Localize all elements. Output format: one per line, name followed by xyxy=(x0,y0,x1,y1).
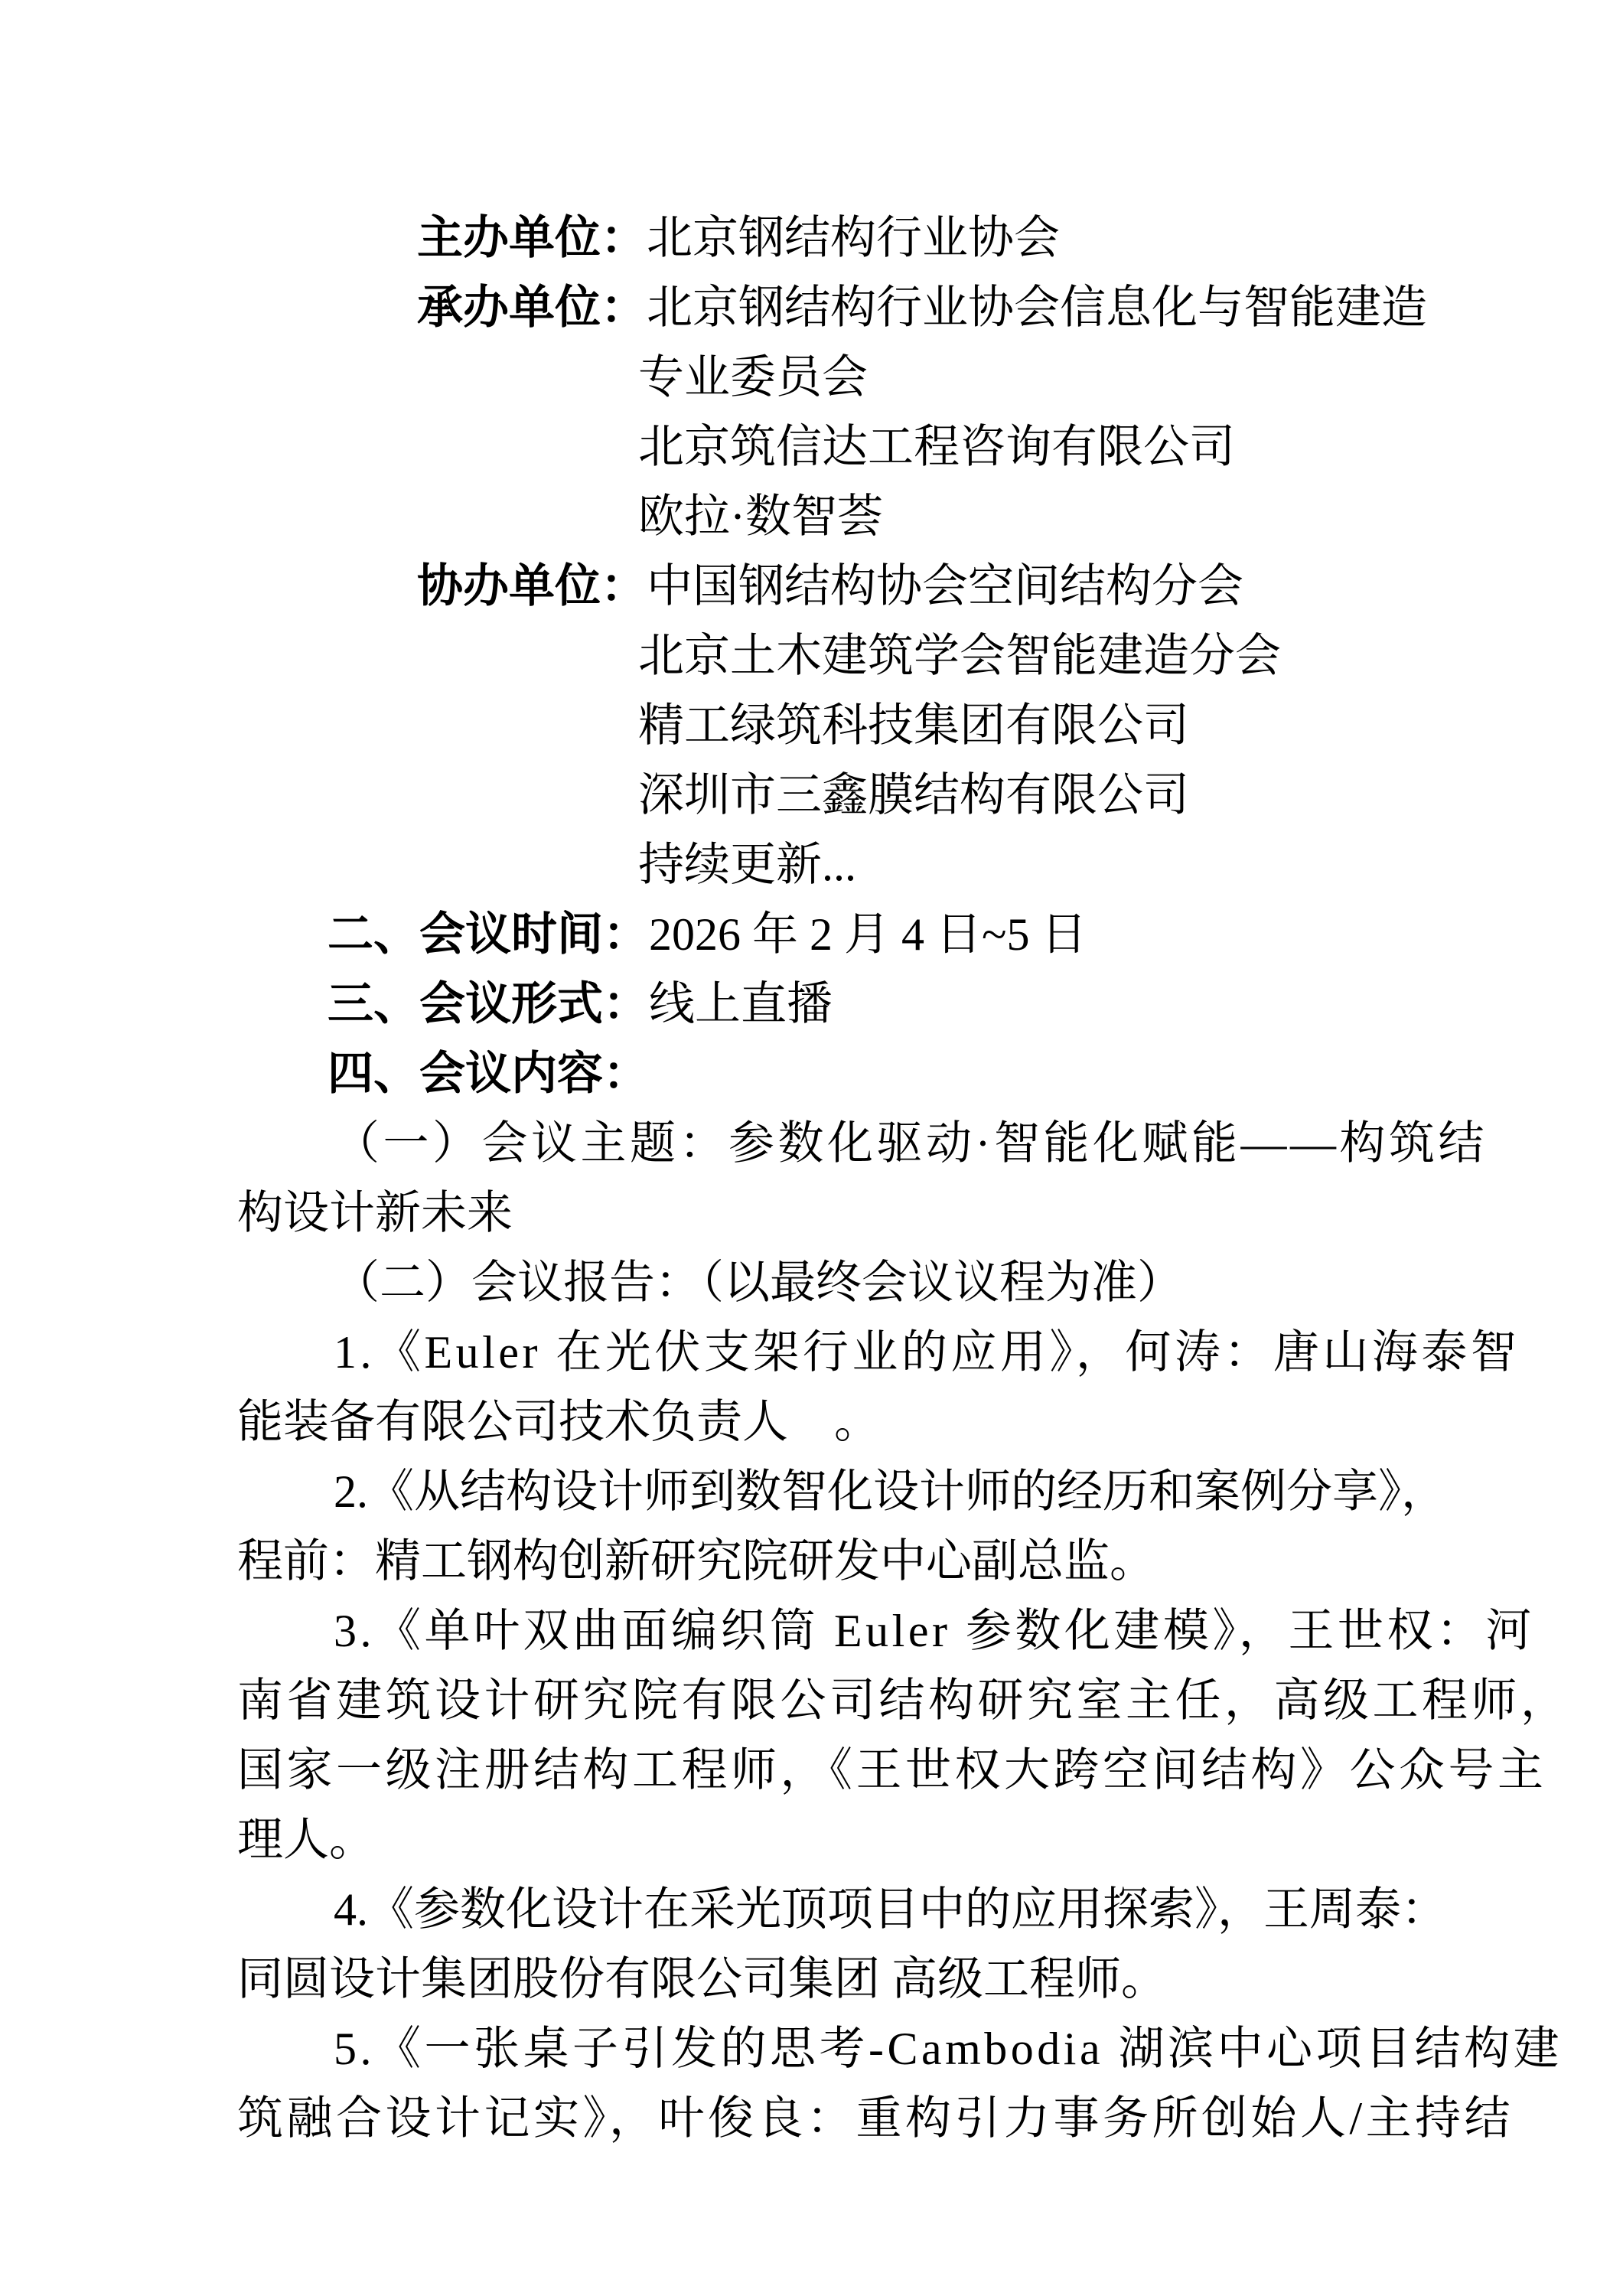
report-item-cont-text: 理人。 xyxy=(237,1815,375,1865)
section-content-line xyxy=(328,1039,1623,1109)
section-format-value: 线上直播 xyxy=(649,979,833,1029)
theme-line xyxy=(334,1109,1623,1179)
host-unit-line xyxy=(417,204,1623,273)
document-body xyxy=(0,204,1623,2154)
theme-text: （一）会议主题：参数化驱动·智能化赋能——构筑结 xyxy=(334,1118,1488,1169)
co-organizer-unit-label: 协办单位： xyxy=(417,561,647,612)
co-organizer-unit-value: 中国钢结构协会空间结构分会 xyxy=(647,561,1243,612)
report-item-cont-text: 程前：精工钢构创新研究院研发中心副总监。 xyxy=(237,1536,1155,1587)
report-item-cont-line xyxy=(237,1805,1623,1875)
report-item-text: 4.《参数化设计在采光顶项目中的应用探索》，王周泰： xyxy=(334,1884,1447,1935)
report-header-text: （二）会议报告：（以最终会议议程为准） xyxy=(334,1257,1183,1308)
report-item-cont-line xyxy=(237,1388,1623,1457)
report-item-cont-line xyxy=(237,1666,1623,1736)
organizer-unit-value: 北京钢结构行业协会信息化与智能建造 xyxy=(647,282,1427,333)
organizer-unit-line xyxy=(417,273,1623,343)
co-organizer-cont-line xyxy=(638,761,1623,830)
co-organizer-unit-line xyxy=(417,552,1623,621)
report-item-line xyxy=(334,1318,1623,1388)
report-item-text: 3.《单叶双曲面编织筒 Euler 参数化建模》，王世权：河 xyxy=(334,1606,1535,1656)
report-item-line xyxy=(334,1457,1623,1527)
section-format-label: 三、会议形式： xyxy=(328,979,649,1029)
report-item-cont-text: 南省建筑设计研究院有限公司结构研究室主任，高级工程师， xyxy=(237,1675,1570,1726)
report-item-cont-text: 筑融合设计记实》，叶俊良：重构引力事务所创始人/主持结 xyxy=(237,2093,1514,2144)
co-organizer-cont-line xyxy=(638,621,1623,691)
organizer-unit-label: 承办单位： xyxy=(417,282,647,333)
co-organizer-cont-text: 持续更新... xyxy=(638,840,856,890)
organizer-cont-text: 北京筑信达工程咨询有限公司 xyxy=(638,422,1235,472)
host-unit-label: 主办单位： xyxy=(417,213,647,263)
co-organizer-cont-line xyxy=(638,830,1623,900)
report-item-cont-text: 能装备有限公司技术负责人 。 xyxy=(237,1397,880,1447)
organizer-cont-line xyxy=(638,343,1623,413)
co-organizer-cont-text: 深圳市三鑫膜结构有限公司 xyxy=(638,770,1189,820)
report-item-text: 1.《Euler 在光伏支架行业的应用》，何涛：唐山海泰智 xyxy=(334,1327,1520,1378)
section-content-label: 四、会议内容： xyxy=(328,1049,649,1099)
report-item-line xyxy=(334,2014,1623,2084)
host-unit-value: 北京钢结构行业协会 xyxy=(647,213,1060,263)
report-item-cont-line xyxy=(237,2084,1623,2154)
organizer-cont-line xyxy=(638,482,1623,552)
section-time-line xyxy=(328,900,1623,970)
report-item-line xyxy=(334,1875,1623,1945)
report-item-cont-line xyxy=(237,1945,1623,2014)
report-item-line xyxy=(334,1596,1623,1666)
report-item-cont-line xyxy=(237,1527,1623,1596)
report-item-cont-text: 同圆设计集团股份有限公司集团 高级工程师。 xyxy=(237,1954,1167,2004)
co-organizer-cont-text: 精工绿筑科技集团有限公司 xyxy=(638,700,1189,751)
organizer-cont-text: 专业委员会 xyxy=(638,352,868,403)
report-item-text: 2.《从结构设计师到数智化设计师的经历和案例分享》， xyxy=(334,1466,1447,1517)
report-item-cont-text: 国家一级注册结构工程师，《王世权大跨空间结构》公众号主 xyxy=(237,1745,1547,1795)
organizer-cont-text: 欧拉·数智荟 xyxy=(638,491,883,542)
report-header-line xyxy=(334,1248,1623,1318)
section-time-label: 二、会议时间： xyxy=(328,909,649,960)
theme-cont-line xyxy=(237,1179,1623,1248)
theme-cont-text: 构设计新未来 xyxy=(237,1188,513,1238)
report-item-text: 5.《一张桌子引发的思考-Cambodia 湖滨中心项目结构建 xyxy=(334,2024,1563,2074)
section-format-line xyxy=(328,970,1623,1039)
report-item-cont-line xyxy=(237,1736,1623,1805)
section-time-value: 2026 年 2 月 4 日~5 日 xyxy=(649,909,1087,960)
co-organizer-cont-text: 北京土木建筑学会智能建造分会 xyxy=(638,631,1281,681)
co-organizer-cont-line xyxy=(638,691,1623,761)
organizer-cont-line xyxy=(638,413,1623,482)
